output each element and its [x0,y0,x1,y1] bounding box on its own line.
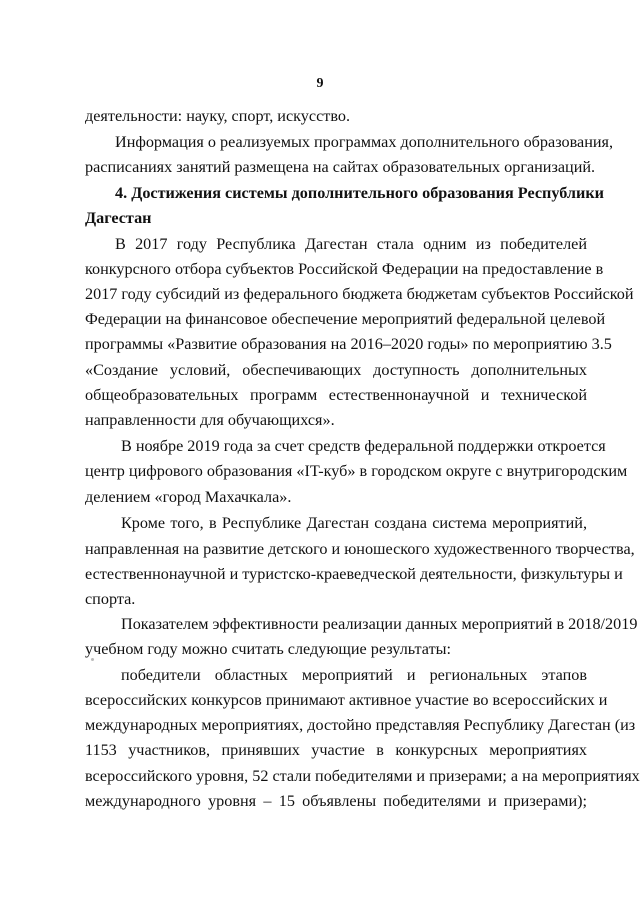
section-heading: 4. Достижения системы дополнительного образования Республики [115,184,604,202]
text-line: центр цифрового образования «IT-куб» в городском округе с внутригородским [85,462,628,480]
text-line: всероссийских конкурсов принимают активное участие во всероссийских и [85,691,608,709]
text-line: Информация о реализуемых программах дополнительного образования, [115,133,614,151]
text-line: конкурсного отбора субъектов Российской Федерации на предоставление в [85,260,604,278]
text-line: международных мероприятиях, достойно представляя Республику Дагестан (из [85,716,636,734]
text-line: Показателем эффективности реализации данных мероприятий в 2018/2019 [121,615,638,633]
page-number: 9 [316,76,324,91]
text-line: 2017 году субсидий из федерального бюджета бюджетам субъектов Российской [85,285,634,303]
text-line: В ноябре 2019 года за счет средств федеральной поддержки откроется [121,437,606,455]
text-line: естественнонаучной и туристско-краеведческой деятельности, физкультуры и [85,565,623,583]
text-line: спорта. [85,590,136,608]
text-line: общеобразовательных программ естественнонаучной и технической [85,386,587,404]
text-line: расписаниях занятий размещена на сайтах образовательных организаций. [85,158,596,176]
text-line: направленности для обучающихся». [85,411,335,429]
text-line: деятельности: науку, спорт, искусство. [85,107,350,125]
text-line: всероссийского уровня, 52 стали победителями и призерами; а на мероприятиях [85,767,640,785]
text-line: программы «Развитие образования на 2016–2020 годы» по мероприятию 3.5 [85,335,612,353]
text-line: делением «город Махачкала». [85,488,292,506]
text-line: учебном году можно считать следующие результаты: [85,640,452,658]
section-heading: Дагестан [85,209,152,227]
scan-speck [91,658,94,661]
text-line: международного уровня – 15 объявлены победителями и призерами); [85,792,587,810]
text-line: «Создание условий, обеспечивающих доступность дополнительных [85,361,587,379]
text-line: Кроме того, в Республике Дагестан создана система мероприятий, [121,514,587,532]
text-line: направленная на развитие детского и юношеского художественного творчества, [85,540,635,558]
text-line: Федерации на финансовое обеспечение мероприятий федеральной целевой [85,310,606,328]
text-line: В 2017 году Республика Дагестан стала одним из победителей [115,235,587,253]
text-line: победители областных мероприятий и региональных этапов [121,666,587,684]
text-line: 1153 участников, принявших участие в конкурсных мероприятиях [85,741,587,759]
